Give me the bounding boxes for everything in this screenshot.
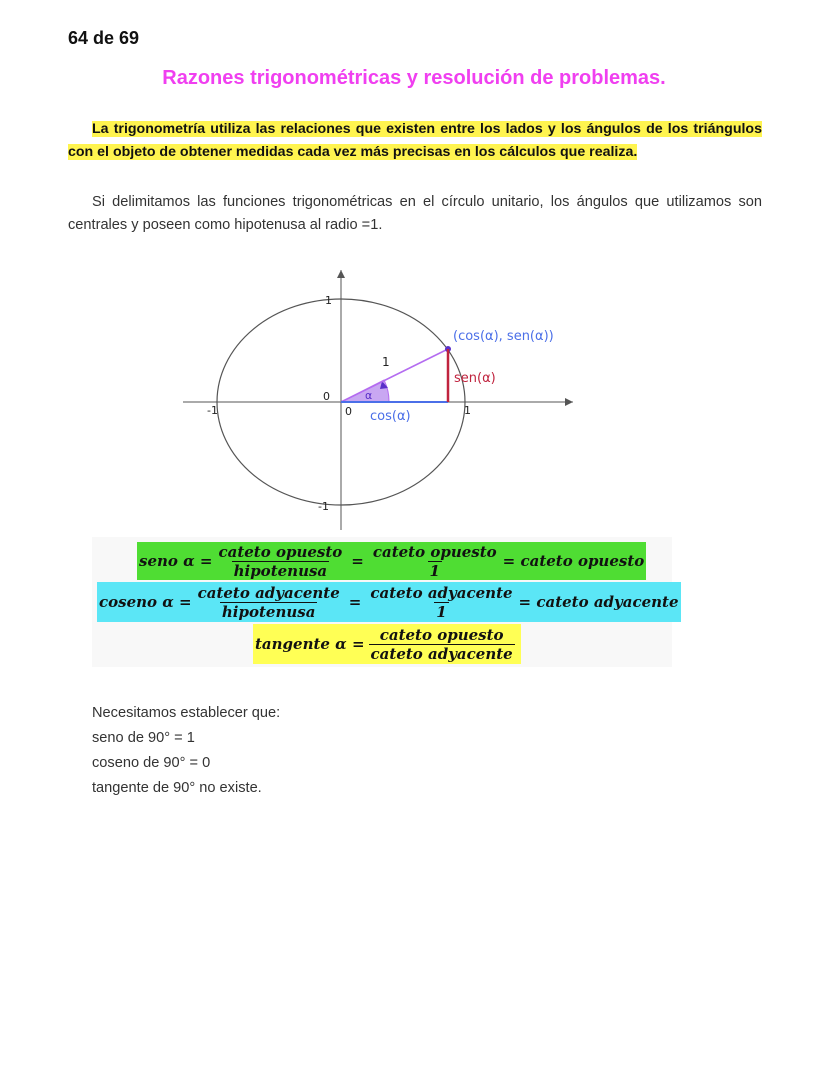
radius-label: 1 <box>382 355 390 369</box>
tangente-fraction <box>369 626 515 663</box>
coseno-rhs: = cateto adyacente <box>518 593 679 611</box>
page-counter: 64 de 69 <box>68 28 140 48</box>
point-label: (cos(α), sen(α)) <box>453 329 554 344</box>
coseno-frac1-num: cateto adyacente <box>197 583 340 602</box>
intro-highlighted-text: La trigonometría utiliza las relaciones que existen entre los lados y los ángulos de los triángulos con el objeto de obtener medidas cada vez más precisas en los cálculos que realiza. <box>68 121 762 160</box>
origin-label: 0 <box>323 390 330 403</box>
unit-circle-paragraph <box>68 191 762 237</box>
unit-circle-text: Si delimitamos las funciones trigonométricas en el círculo unitario, los ángulos que utilizamos son centrales y poseen como hipotenusa al radio =1. <box>68 194 762 233</box>
coseno-frac2-den: 1 <box>436 602 447 621</box>
note-line: tangente de 90° no existe. <box>92 780 262 796</box>
radius-line <box>341 349 448 402</box>
note-line: Necesitamos establecer que: <box>92 705 281 721</box>
seno-fraction-1 <box>216 543 344 580</box>
origin-label-2: 0 <box>345 405 352 418</box>
tangente-frac-den: cateto adyacente <box>370 644 513 663</box>
cos-label: cos(α) <box>370 409 411 424</box>
tangente-lhs: tangente α = <box>255 635 365 653</box>
seno-fraction-2 <box>371 543 499 580</box>
unit-circle-diagram <box>175 262 585 534</box>
coseno-formula <box>97 582 681 622</box>
intro-paragraph <box>68 118 762 164</box>
page-title: Razones trigonométricas y resolución de problemas. <box>162 67 666 89</box>
x-pos-label: 1 <box>464 404 471 417</box>
angle-label: α <box>365 389 373 402</box>
coseno-fraction-2 <box>368 584 514 621</box>
coseno-eq: = <box>348 593 362 611</box>
y-neg-label: -1 <box>318 500 329 513</box>
coseno-frac2-num: cateto adyacente <box>370 583 513 602</box>
coseno-fraction-1 <box>196 584 342 621</box>
coseno-lhs: coseno α = <box>99 593 192 611</box>
note-line: seno de 90° = 1 <box>92 730 195 746</box>
seno-rhs: = cateto opuesto <box>502 552 645 570</box>
seno-frac2-den: 1 <box>429 561 440 580</box>
seno-lhs: seno α = <box>139 552 213 570</box>
note-line: coseno de 90° = 0 <box>92 755 211 771</box>
coseno-frac1-den: hipotenusa <box>221 602 316 621</box>
seno-frac1-num: cateto opuesto <box>218 542 343 561</box>
tangente-formula <box>253 624 521 664</box>
tangente-frac-num: cateto opuesto <box>379 625 504 644</box>
x-axis-arrow <box>565 398 573 406</box>
notes-block <box>92 701 280 801</box>
seno-frac1-den: hipotenusa <box>233 561 328 580</box>
seno-eq: = <box>351 552 364 570</box>
y-pos-label: 1 <box>325 294 332 307</box>
seno-frac2-num: cateto opuesto <box>372 542 497 561</box>
y-axis-arrow <box>337 270 345 278</box>
sin-label: sen(α) <box>454 371 496 386</box>
seno-formula <box>137 542 646 580</box>
x-neg-label: -1 <box>207 404 218 417</box>
